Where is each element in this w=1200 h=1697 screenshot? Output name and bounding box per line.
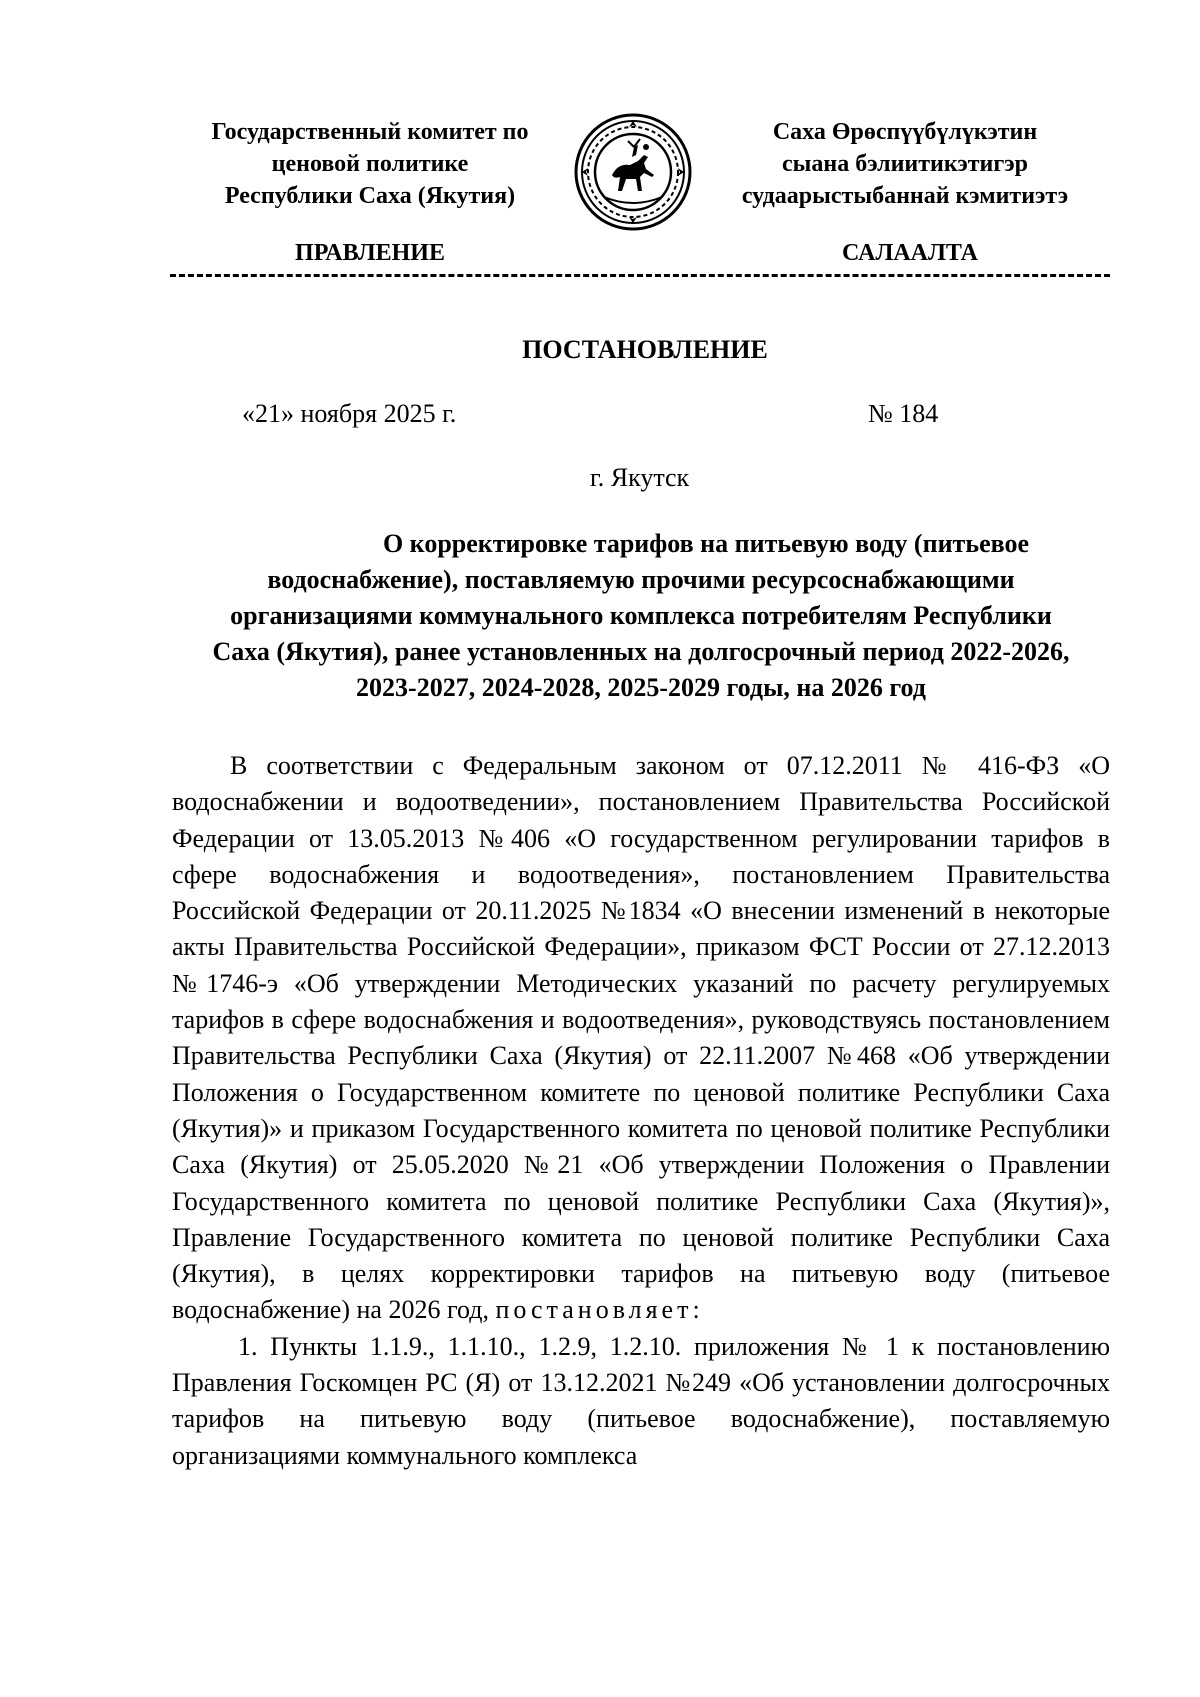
board-label-sakha: САЛААЛТА bbox=[841, 240, 979, 266]
header-divider bbox=[170, 274, 1110, 277]
preamble-paragraph bbox=[172, 748, 1110, 1329]
document-header bbox=[0, 116, 1200, 236]
document-body bbox=[172, 748, 1110, 1474]
committee-name-line: Республики Саха (Якутия) bbox=[224, 183, 516, 209]
preamble-text: В соответствии с Федеральным законом от 07.12.2011 № 416-ФЗ «О водоснабжении и водоотведении», постановлением Правительства Российской Федерации от 13.05.2013 №406 «О государственном регулировании тарифов в сфере водоснабжения и водоотведения», постановлением Правительства Российской Федерации от 20.11.2025 №1834 «О внесении изменений в некоторые акты Правительства Российской Федерации», приказом ФСТ России от 27.12.2013 №1746-э «Об утверждении Методических указаний по расчету регулируемых тарифов в сфере водоснабжения и водоотведения», руководствуясь постановлением Правительства Республики Саха (Якутия) от 22.11.2007 №468 «Об утверждении Положения о Государственном комитете по ценовой политике Республики Саха (Якутия)» и приказом Государственного комитета по ценовой политике Республики Саха (Якутия) от 25.05.2020 №21 «Об утверждении Положения о Правлении Государственного комитета по ценовой политике Республики Саха (Якутия)», Правление Государственного комитета по ценовой политике Республики Саха (Якутия), в целях корректировки тарифов на питьевую воду (питьевое водоснабжение) на 2026 год, bbox=[172, 751, 1110, 1325]
document-date: «21» ноября 2025 г. bbox=[242, 399, 457, 428]
title-line: О корректировке тарифов на питьевую воду (питьевое bbox=[382, 529, 1030, 558]
title-line: 2023-2027, 2024-2028, 2025-2029 годы, на 2026 год bbox=[356, 673, 926, 702]
committee-name-line: ценовой политике bbox=[271, 151, 469, 177]
document-type: ПОСТАНОВЛЕНИЕ bbox=[522, 335, 768, 364]
document-title bbox=[172, 526, 1110, 706]
clause-1-paragraph: 1. Пункты 1.1.9., 1.1.10., 1.2.9, 1.2.10. приложения № 1 к постановлению Правления Госкомцен РС (Я) от 13.12.2021 №249 «Об установлении долгосрочных тарифов на питьевую воду (питьевое водоснабжение), поставляемую организациями коммунального комплекса bbox=[172, 1331, 1110, 1470]
resolves-word: постановляет: bbox=[495, 1295, 704, 1325]
document-number: № 184 bbox=[868, 399, 939, 428]
committee-name-sakha bbox=[700, 116, 1110, 212]
committee-name-line: Саха Өрөспүүбүлүкэтин bbox=[772, 119, 1038, 145]
title-line: Саха (Якутия), ранее установленных на долгосрочный период 2022-2026, bbox=[212, 637, 1070, 666]
committee-name-russian bbox=[150, 116, 590, 212]
committee-name-line: Государственный комитет по bbox=[211, 119, 529, 145]
committee-name-line: судаарыстыбаннай кэмитиэтэ bbox=[741, 183, 1069, 209]
document-city: г. Якутск bbox=[590, 463, 690, 492]
sakha-emblem-icon bbox=[574, 113, 692, 231]
title-line: организациями коммунального комплекса потребителям Республики bbox=[230, 601, 1052, 630]
board-label-russian: ПРАВЛЕНИЕ bbox=[295, 240, 445, 266]
committee-name-line: сыана бэлиитикэтигэр bbox=[781, 151, 1028, 177]
title-line: водоснабжение), поставляемую прочими ресурсоснабжающими bbox=[267, 565, 1015, 594]
